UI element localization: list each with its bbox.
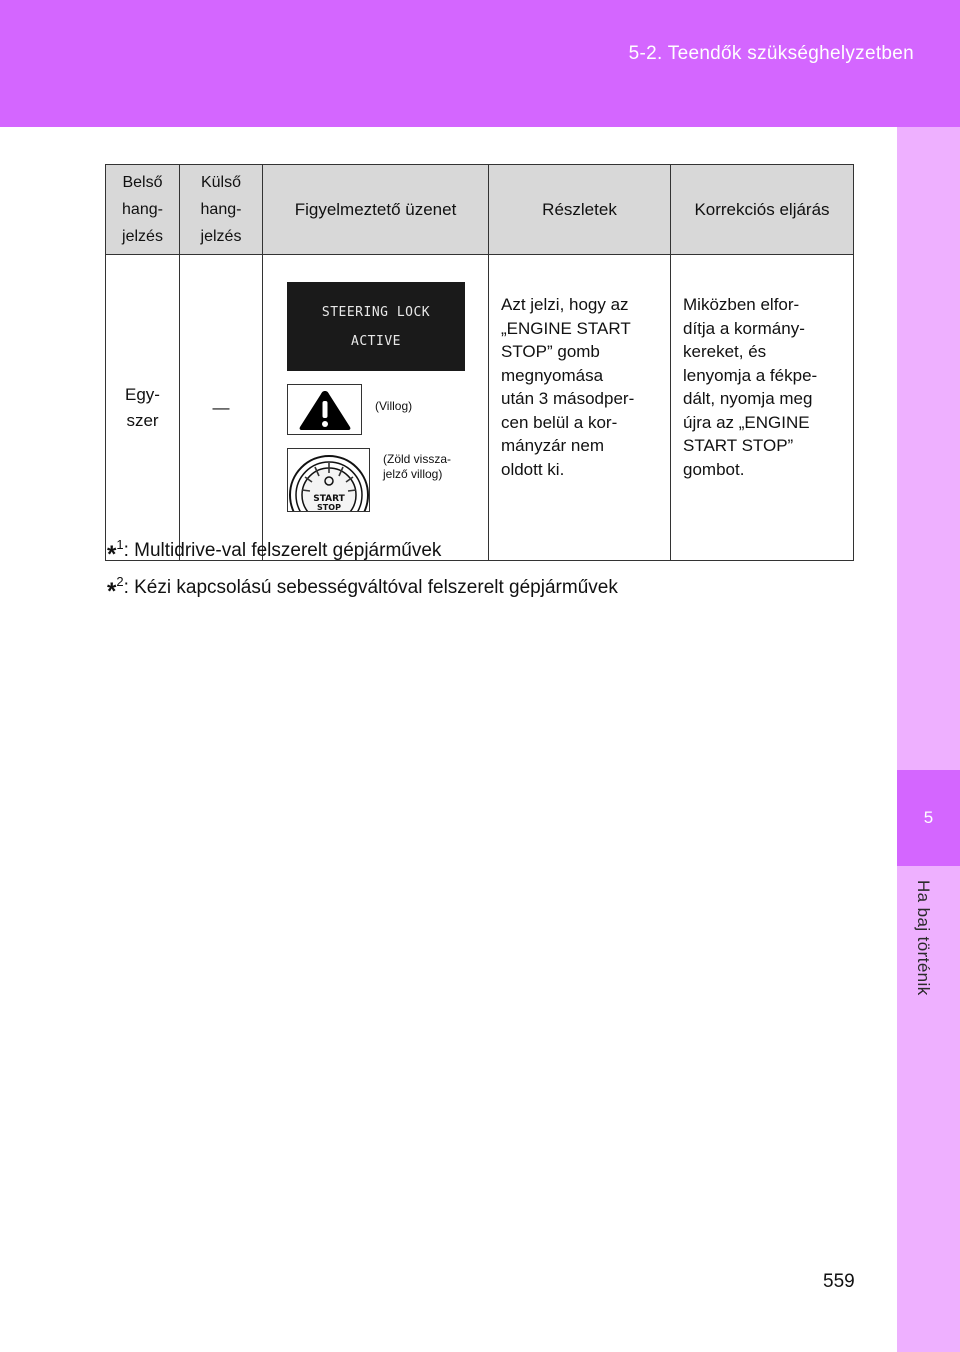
footnote-2: *$^2$: Kézi kapcsolású sebességváltóval felszerelt gépjárművek bbox=[107, 574, 618, 605]
header-correction: Korrekciós eljárás bbox=[671, 165, 854, 255]
chapter-number: 5 bbox=[897, 770, 960, 866]
correction-cell: Miközben elfor- dítja a kormány- kereket, és lenyomja a fékpe- dált, nyomja meg újra az „ENGINE START STOP” gombot. bbox=[671, 255, 854, 561]
internal-sound-cell: Egy- szer bbox=[106, 255, 180, 561]
footnotes bbox=[107, 531, 618, 605]
details-cell: Azt jelzi, hogy az „ENGINE START STOP” gomb megnyomása után 3 másodper- cen belül a kor- mányzár nem oldott ki. bbox=[489, 255, 671, 561]
chapter-label: Ha baj történik bbox=[914, 880, 933, 996]
table-header-row bbox=[106, 165, 854, 255]
header-external-sound: Külső hang- jelzés bbox=[180, 165, 263, 255]
message-cell bbox=[263, 255, 489, 561]
section-title: 5-2. Teendők szükséghelyzetben bbox=[628, 43, 914, 64]
header-message: Figyelmeztető üzenet bbox=[263, 165, 489, 255]
stop-label: STOP bbox=[317, 503, 341, 512]
footnote-1: *$^1$: Multidrive-val felszerelt gépjárművek bbox=[107, 537, 442, 568]
start-label: START bbox=[313, 494, 345, 504]
header-internal-sound: Belső hang- jelzés bbox=[106, 165, 180, 255]
warning-triangle-icon bbox=[287, 384, 362, 435]
warning-note: (Villog) bbox=[375, 399, 413, 413]
external-sound-cell: — bbox=[180, 255, 263, 561]
page-number: 559 bbox=[823, 1271, 855, 1292]
start-note: (Zöld vissza- jelző villog) bbox=[383, 452, 452, 481]
table-row bbox=[106, 255, 854, 561]
header-details: Részletek bbox=[489, 165, 671, 255]
side-tab bbox=[897, 127, 960, 1352]
engine-start-stop-icon bbox=[287, 448, 370, 512]
warning-table bbox=[105, 164, 854, 561]
steering-lock-display: STEERING LOCK ACTIVE bbox=[287, 282, 465, 371]
